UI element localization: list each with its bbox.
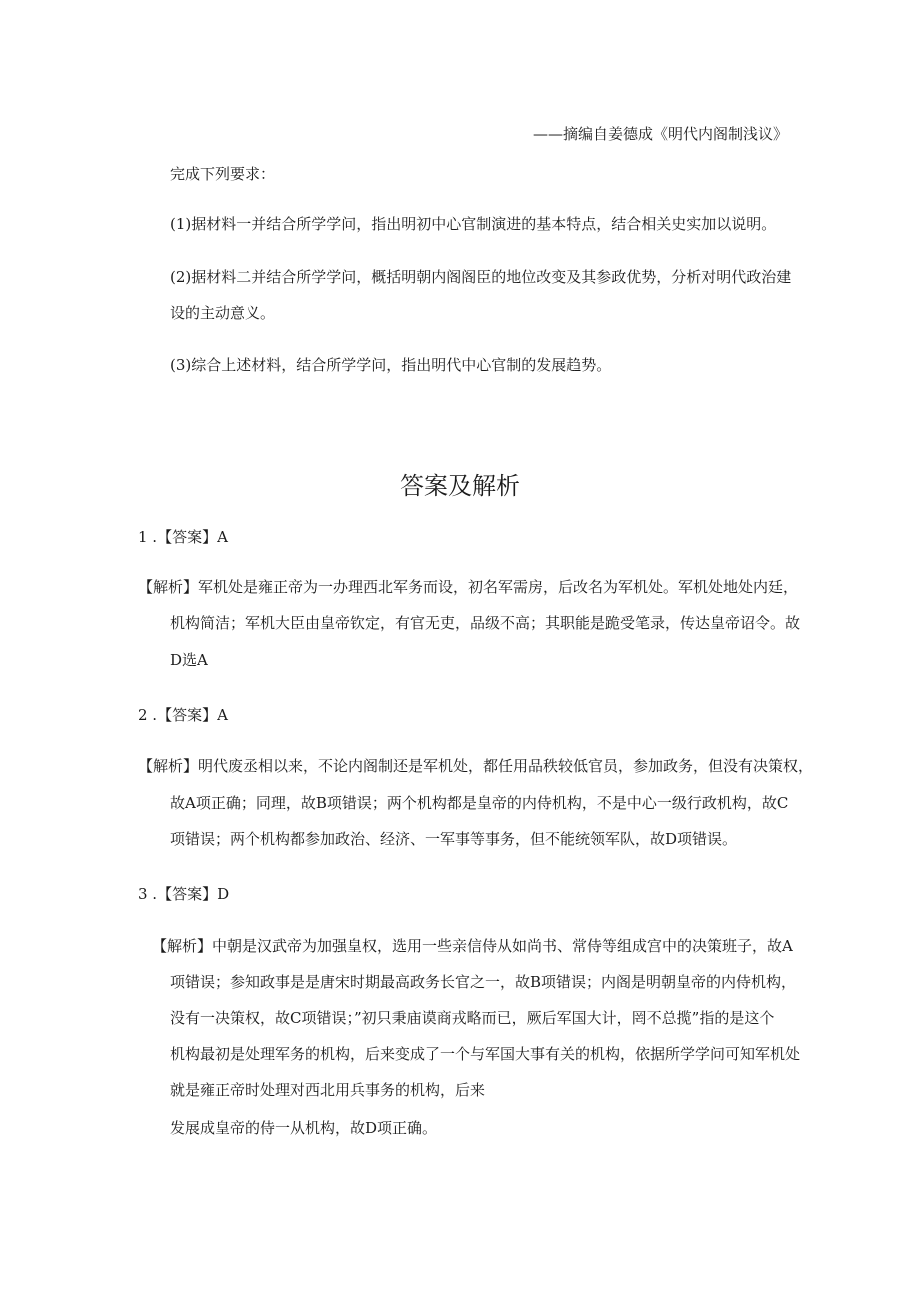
- answer-2-header: 2 .【答案】A: [138, 706, 228, 724]
- question-2-line-1: (2)据材料二并结合所学学问，概括明朝内阁阁臣的地位改变及其参政优势，分析对明代政治建: [170, 268, 792, 286]
- answer-1-header: 1 .【答案】A: [138, 528, 228, 546]
- answer-3-header: 3 .【答案】D: [138, 885, 230, 903]
- answer-3-analysis-line-5: 就是雍正帝时处理对西北用兵事务的机构，后来: [170, 1081, 486, 1099]
- task-heading: 完成下列要求：: [170, 165, 276, 183]
- answer-3-analysis-line-2: 项错误；参知政事是是唐宋时期最高政务长官之一，故B项错误；内阁是明朝皇帝的内侍机构，: [170, 973, 797, 991]
- question-2-line-2: 设的主动意义。: [170, 304, 276, 322]
- answer-3-analysis-line-1: 【解析】中朝是汉武帝为加强皇权，选用一些亲信侍从如尚书、常侍等组成宫中的决策班子，故A: [152, 937, 793, 955]
- answer-2-analysis-line-3: 项错误；两个机构都参加政治、经济、一军事等事务，但不能统领军队，故D项错误。: [170, 830, 738, 848]
- answer-1-analysis-line-1: 【解析】军机处是雍正帝为一办理西北军务而设，初名军需房，后改名为军机处。军机处地处内廷，: [138, 578, 799, 596]
- answer-1-analysis-line-2: 机构简洁；军机大臣由皇帝钦定，有官无吏，品级不高；其职能是跪受笔录，传达皇帝诏令。故: [170, 614, 801, 632]
- source-citation: ——摘编自姜德成《明代内阁制浅议》: [533, 125, 789, 143]
- answer-2-analysis-line-1: 【解析】明代废丞相以来，不论内阁制还是军机处，都任用品秩较低官员，参加政务，但没有决策权，: [138, 757, 814, 775]
- question-1-line-1: (1)据材料一并结合所学学问，指出明初中心官制演进的基本特点，结合相关史实加以说明。: [170, 215, 777, 233]
- answer-3-analysis-line-3: 没有一决策权，故C项错误；”初只秉庙谟商戎略而已，厥后军国大计，罔不总揽”指的是这个: [170, 1009, 775, 1027]
- question-3-line-1: (3)综合上述材料，结合所学学问，指出明代中心官制的发展趋势。: [170, 356, 612, 374]
- section-title: 答案及解析: [400, 472, 520, 500]
- answer-3-analysis-line-6: 发展成皇帝的侍一从机构，故D项正确。: [170, 1119, 438, 1137]
- answer-1-analysis-line-3: D选A: [170, 651, 208, 669]
- answer-2-analysis-line-2: 故A项正确；同理，故B项错误；两个机构都是皇帝的内侍机构，不是中心一级行政机构，故C: [170, 794, 789, 812]
- answer-3-analysis-line-4: 机构最初是处理军务的机构，后来变成了一个与军国大事有关的机构，依据所学学问可知军机处: [170, 1045, 801, 1063]
